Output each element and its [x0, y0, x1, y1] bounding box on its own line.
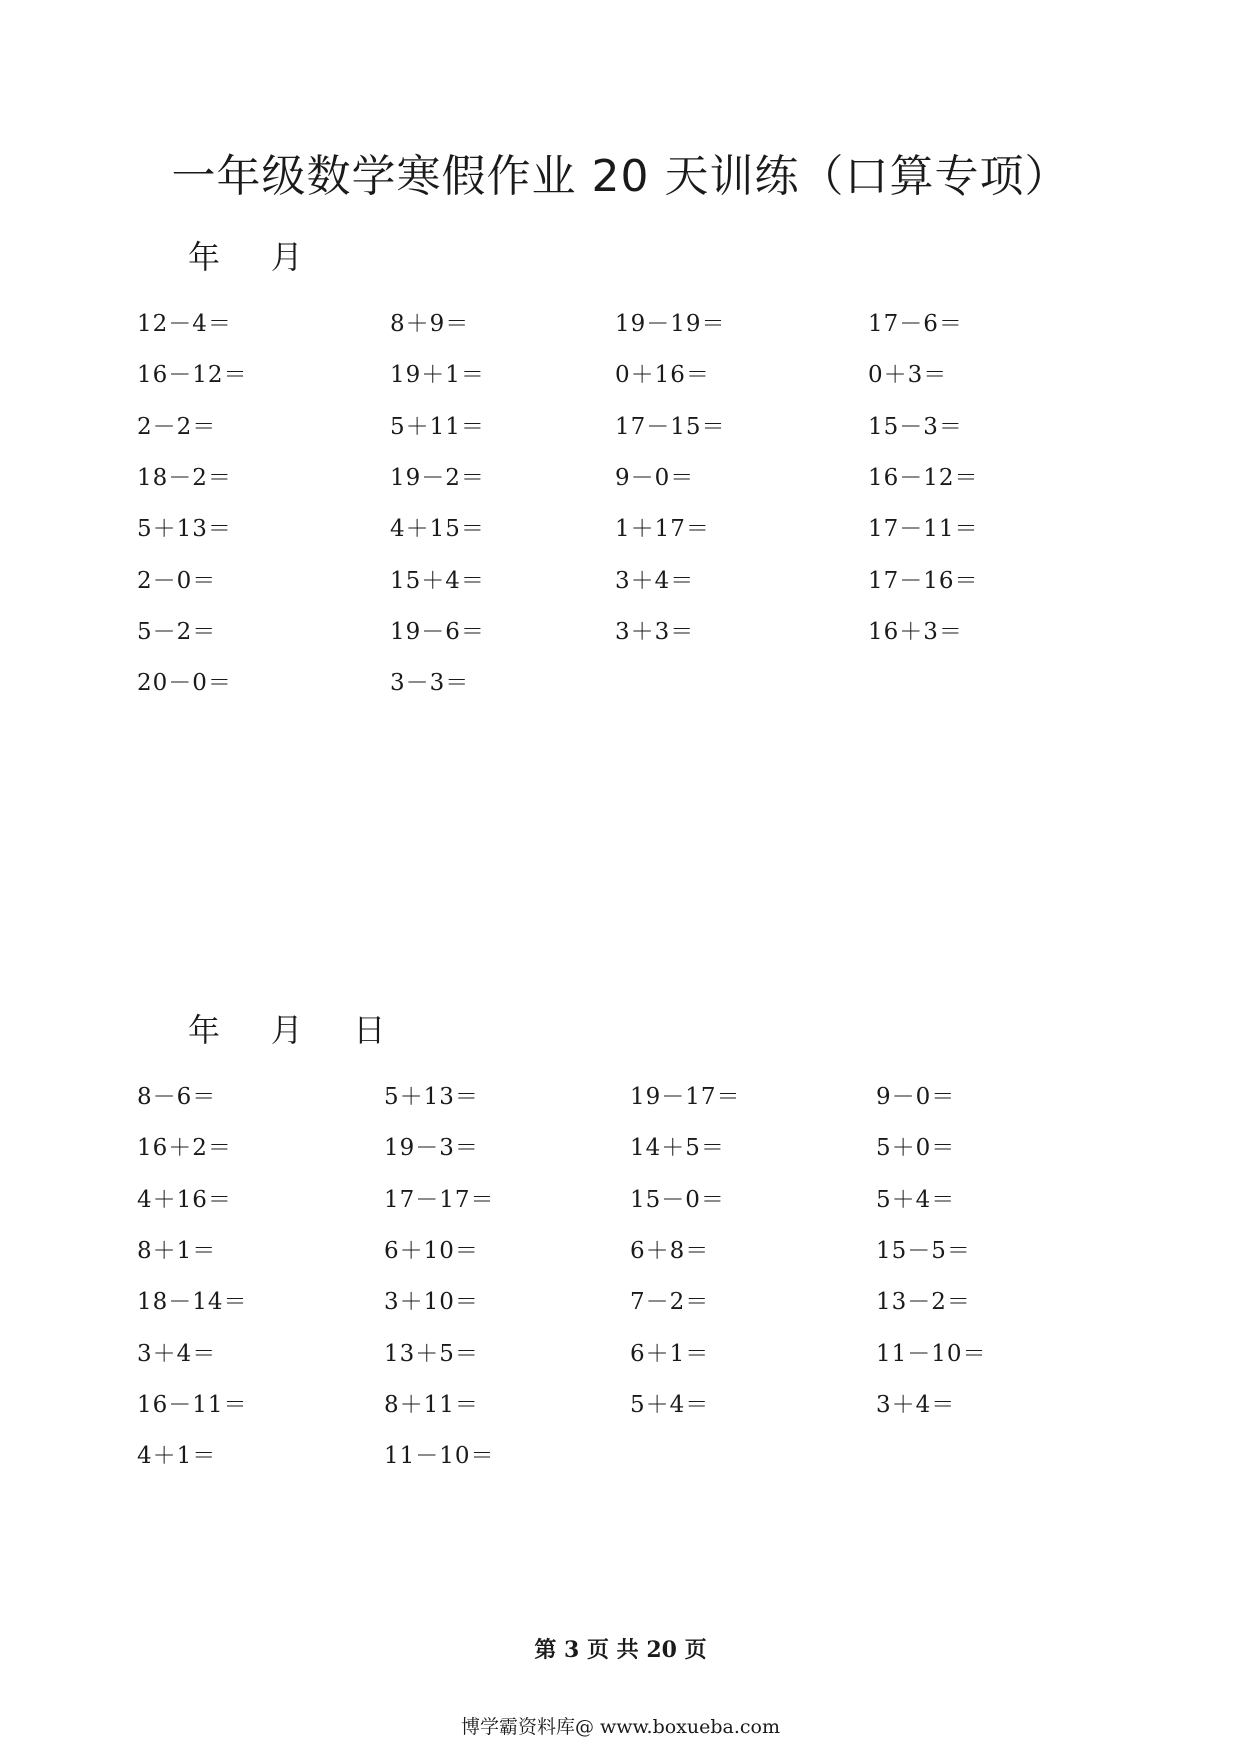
date-line-1: 年 月: [188, 238, 305, 276]
arithmetic-problem: 16－12＝: [137, 362, 248, 388]
arithmetic-problem: 11－10＝: [384, 1443, 495, 1469]
date-line-2: 年 月 日: [188, 1011, 388, 1049]
arithmetic-problem: 19－6＝: [390, 619, 485, 645]
arithmetic-problem: 3－3＝: [390, 670, 470, 696]
arithmetic-problem: 15－3＝: [868, 414, 963, 440]
arithmetic-problem: 17－11＝: [868, 516, 979, 542]
arithmetic-problem: 19－17＝: [630, 1084, 741, 1110]
arithmetic-problem: 4＋16＝: [137, 1187, 232, 1213]
arithmetic-problem: 18－14＝: [137, 1289, 248, 1315]
arithmetic-problem: 19＋1＝: [390, 362, 485, 388]
arithmetic-problem: 6＋1＝: [630, 1341, 710, 1367]
arithmetic-problem: 20－0＝: [137, 670, 232, 696]
arithmetic-problem: 19－19＝: [615, 311, 726, 337]
arithmetic-problem: 0＋3＝: [868, 362, 948, 388]
arithmetic-problem: 8－6＝: [137, 1084, 217, 1110]
arithmetic-problem: 17－17＝: [384, 1187, 495, 1213]
arithmetic-problem: 13－2＝: [876, 1289, 971, 1315]
arithmetic-problem: 18－2＝: [137, 465, 232, 491]
arithmetic-problem: 19－2＝: [390, 465, 485, 491]
watermark: 博学霸资料库@ www.boxueba.com: [460, 1716, 781, 1738]
arithmetic-problem: 9－0＝: [615, 465, 695, 491]
arithmetic-problem: 13＋5＝: [384, 1341, 479, 1367]
arithmetic-problem: 5＋0＝: [876, 1135, 956, 1161]
arithmetic-problem: 5＋13＝: [384, 1084, 479, 1110]
arithmetic-problem: 1＋17＝: [615, 516, 710, 542]
arithmetic-problem: 17－15＝: [615, 414, 726, 440]
arithmetic-problem: 3＋10＝: [384, 1289, 479, 1315]
arithmetic-problem: 3＋4＝: [876, 1392, 956, 1418]
arithmetic-problem: 3＋3＝: [615, 619, 695, 645]
arithmetic-problem: 2－2＝: [137, 414, 217, 440]
document-title: 一年级数学寒假作业 20 天训练（口算专项）: [171, 151, 1070, 202]
arithmetic-problem: 16＋2＝: [137, 1135, 232, 1161]
arithmetic-problem: 8＋1＝: [137, 1238, 217, 1264]
arithmetic-problem: 15－0＝: [630, 1187, 725, 1213]
arithmetic-problem: 16－11＝: [137, 1392, 248, 1418]
arithmetic-problem: 8＋11＝: [384, 1392, 479, 1418]
arithmetic-problem: 4＋15＝: [390, 516, 485, 542]
arithmetic-problem: 12－4＝: [137, 311, 232, 337]
arithmetic-problem: 15＋4＝: [390, 568, 485, 594]
arithmetic-problem: 9－0＝: [876, 1084, 956, 1110]
arithmetic-problem: 3＋4＝: [615, 568, 695, 594]
arithmetic-problem: 3＋4＝: [137, 1341, 217, 1367]
arithmetic-problem: 5＋4＝: [876, 1187, 956, 1213]
arithmetic-problem: 8＋9＝: [390, 311, 470, 337]
arithmetic-problem: 6＋10＝: [384, 1238, 479, 1264]
arithmetic-problem: 7－2＝: [630, 1289, 710, 1315]
arithmetic-problem: 17－6＝: [868, 311, 963, 337]
arithmetic-problem: 0＋16＝: [615, 362, 710, 388]
arithmetic-problem: 14＋5＝: [630, 1135, 725, 1161]
arithmetic-problem: 15－5＝: [876, 1238, 971, 1264]
arithmetic-problem: 19－3＝: [384, 1135, 479, 1161]
arithmetic-problem: 5＋4＝: [630, 1392, 710, 1418]
arithmetic-problem: 17－16＝: [868, 568, 979, 594]
arithmetic-problem: 5＋11＝: [390, 414, 485, 440]
arithmetic-problem: 16－12＝: [868, 465, 979, 491]
arithmetic-problem: 11－10＝: [876, 1341, 987, 1367]
arithmetic-problem: 5＋13＝: [137, 516, 232, 542]
arithmetic-problem: 16＋3＝: [868, 619, 963, 645]
page-number: 第 3 页 共 20 页: [534, 1637, 707, 1663]
arithmetic-problem: 4＋1＝: [137, 1443, 217, 1469]
arithmetic-problem: 6＋8＝: [630, 1238, 710, 1264]
arithmetic-problem: 5－2＝: [137, 619, 217, 645]
arithmetic-problem: 2－0＝: [137, 568, 217, 594]
